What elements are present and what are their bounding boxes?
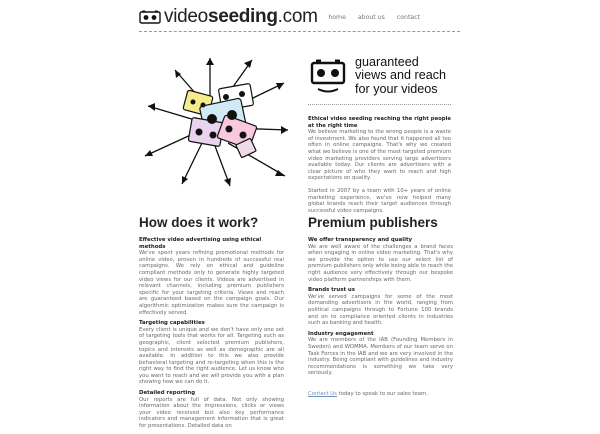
contact-line <box>308 391 453 397</box>
premium-publishers-section <box>308 215 453 397</box>
premium-publishers-title: Premium publishers <box>308 215 438 230</box>
section-text: We are well aware of the challenges a brand faces when engaging in online video marketing. That's why we provide the option to use our select list of premium publishers only while being able to reach the right audience very effectively through our bespoke video platform partnerships with them. <box>308 243 453 283</box>
how-it-works-title: How does it work? <box>139 215 259 230</box>
intro-section <box>308 116 451 220</box>
video-seeding-illustration <box>140 48 290 188</box>
intro-paragraph-2: Started in 2007 by a team with 10+ years of online marketing experience, we've now helped many global brands reach their target audiences through successful video campaigns. <box>308 187 451 214</box>
nav-contact[interactable]: contact <box>396 14 420 21</box>
tagline-divider <box>308 104 451 105</box>
intro-paragraph-1: We believe marketing to the wrong people is a waste of investment. We also found that it happened all too often in online campaigns. That's why we created what we believe is one of the most targeted premium video marketing providers serving large advertisers available today. Our clients are advertisers with a clear picture of who they want to reach and high expectations on quality. <box>308 129 451 182</box>
section-heading: Effective video advertising using ethical methods <box>139 237 262 250</box>
site-logo[interactable] <box>139 6 318 28</box>
section-text: Every client is unique and we don't have only one set of targeting tools that works for all. Targeting such as geographic, client selected premium publishers, topics and interests as well as demographic are all available. In addition to this we also provide behavioral targeting and re-targeting when this is the right way to find the right audience. Let us know who you want to reach and we will provide you with a plan showing how we can do it. <box>139 326 284 386</box>
section-heading: Industry engagement <box>308 330 374 337</box>
section-text: We are members of the IAB (Founding Members in Sweden) and WOMMA. Members of our team serve on Task Forces in the IAB and we are very involved in the industry. Being compliant with guidelines and industry recommendations is something we take very seriously. <box>308 337 453 377</box>
section-text: Our reports are full of data. Not only showing information about the impressions, clicks or views your video received but also key performance indicators and management information that is great for presentations. Detailed data on <box>139 396 284 430</box>
section-heading: Brands trust us <box>308 287 355 294</box>
contact-us-link[interactable]: Contact Us <box>308 390 337 397</box>
section-text: We've served campaigns for some of the most demanding advertisers in the world, ranging from political campaigns through to Fortune 100 brands and on to compliance oriented clients in industries such as banking and health. <box>308 293 453 327</box>
logo-text: videoseeding.com <box>164 6 318 27</box>
tagline: guaranteed views and reach for your videos <box>355 55 447 96</box>
nav-home[interactable]: home <box>328 14 346 21</box>
section-heading: We offer transparency and quality <box>308 237 413 243</box>
section-heading: Targeting capabilities <box>139 320 205 327</box>
videoseeding-mascot-icon <box>310 58 346 94</box>
videoseeding-logo-icon <box>139 10 161 24</box>
contact-line-text: today to speak to our sales team. <box>336 390 428 397</box>
nav-about-us[interactable]: about us <box>357 14 385 21</box>
main-nav <box>328 14 420 21</box>
intro-heading: Ethical video seeding reaching the right people at the right time <box>308 116 451 129</box>
section-text: We've spent years refining promotional methods for online video, proven in hundreds of successful real campaigns. We rely on ethical and guideline compliant methods only to generate highly targeted video views for our clients. Videos are advertised in relevant channels, including premium publishers specific for your targeting criteria. Views and reach are guaranteed based on the campaign goals. Our algorithmic optimization makes sure the campaign is effectively served. <box>139 250 284 316</box>
how-it-works-section <box>139 215 284 434</box>
header-divider <box>139 31 460 32</box>
section-heading: Detailed reporting <box>139 390 196 397</box>
